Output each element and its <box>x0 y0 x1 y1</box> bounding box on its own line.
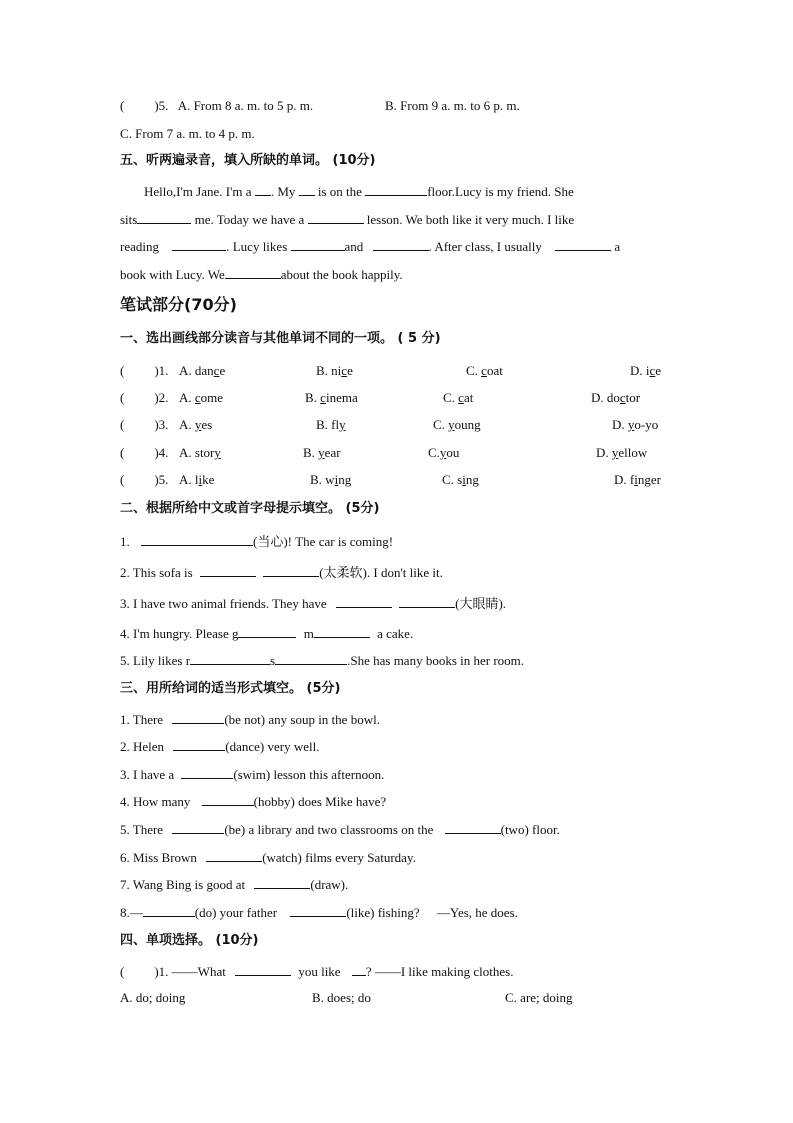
blank[interactable] <box>255 182 271 196</box>
part-1-question-number: ( )4. <box>120 445 169 460</box>
blank[interactable] <box>399 594 455 608</box>
blank[interactable] <box>445 820 501 834</box>
part-2-question-3: 3. I have two animal friends. They have (大眼睛). <box>120 596 507 611</box>
part-1-option-d: D. ice <box>630 363 662 378</box>
part-1-option-c: C. sing <box>442 472 479 487</box>
underlined-letter: c <box>458 390 464 405</box>
part-3-question-2: 2. Helen (dance) very well. <box>120 739 320 754</box>
blank[interactable] <box>172 710 224 724</box>
underlined-letter: c <box>341 363 348 378</box>
part-2-title: 二、根据所给中文或首字母提示填空。 (5分) <box>120 501 380 516</box>
blank[interactable] <box>352 962 366 976</box>
underlined-letter: i <box>334 472 339 487</box>
underlined-letter: y <box>611 445 619 460</box>
part-4-option-b: B. does; do <box>312 990 371 1005</box>
part-1-option-a: A. story <box>179 445 221 460</box>
part-1-option-b: B. nice <box>316 363 353 378</box>
part-3-question-1: 1. There (be not) any soup in the bowl. <box>120 712 380 727</box>
underlined-letter: c <box>213 363 220 378</box>
blank[interactable] <box>291 237 345 251</box>
part-1-option-a: A. yes <box>179 417 213 432</box>
blank[interactable] <box>254 875 310 889</box>
part-1-option-a: A. dance <box>179 363 226 378</box>
option-c: C. From 7 a. m. to 4 p. m. <box>120 126 255 141</box>
answer-paren[interactable]: ( <box>120 472 125 487</box>
part-4-title: 四、单项选择。 (10分) <box>120 933 259 948</box>
underlined-letter: y <box>439 445 447 460</box>
blank[interactable] <box>206 848 262 862</box>
blank[interactable] <box>225 265 281 279</box>
part-1-question-number: ( )2. <box>120 390 169 405</box>
part-1-option-d: D. doctor <box>591 390 641 405</box>
part-3-question-3: 3. I have a (swim) lesson this afternoon. <box>120 767 385 782</box>
part-3-title: 三、用所给词的适当形式填空。 (5分) <box>120 681 341 696</box>
blank[interactable] <box>299 182 315 196</box>
underlined-letter: y <box>448 417 455 432</box>
part-1-option-b: B. cinema <box>305 390 358 405</box>
answer-paren[interactable]: ( <box>120 98 125 113</box>
underlined-letter: y <box>627 417 635 432</box>
underlined-letter: i <box>462 472 466 487</box>
part-1-option-b: B. fly <box>316 417 346 432</box>
blank[interactable] <box>238 624 296 638</box>
part-3-question-4: 4. How many (hobby) does Mike have? <box>120 794 387 809</box>
part-2-question-4: 4. I'm hungry. Please g m a cake. <box>120 626 414 641</box>
part-4-option-a: A. do; doing <box>120 990 186 1005</box>
part-1-question-number: ( )3. <box>120 417 169 432</box>
blank[interactable] <box>365 182 427 196</box>
blank[interactable] <box>314 624 370 638</box>
listening-question-5: ( )5. A. From 8 a. m. to 5 p. m. <box>120 98 314 113</box>
part-1-option-c: C. young <box>433 417 481 432</box>
part-4-option-c: C. are; doing <box>505 990 573 1005</box>
answer-paren[interactable]: ( <box>120 363 125 378</box>
part-3-question-5: 5. There (be) a library and two classrooms on the (two) floor. <box>120 822 560 837</box>
part-1-question-number: ( )1. <box>120 363 169 378</box>
part-1-title: 一、选出画线部分读音与其他单词不同的一项。 ( 5 分) <box>120 331 441 346</box>
part-1-option-d: D. yo-yo <box>612 417 659 432</box>
blank[interactable] <box>143 903 195 917</box>
blank[interactable] <box>190 651 270 665</box>
answer-paren[interactable]: ( <box>120 445 125 460</box>
answer-paren[interactable]: ( <box>120 964 125 979</box>
underlined-letter: i <box>198 472 203 487</box>
answer-paren[interactable]: ( <box>120 417 125 432</box>
blank[interactable] <box>173 737 225 751</box>
part-1-option-a: A. like <box>179 472 215 487</box>
part-4-question-1: ( )1. ——What you like ? ——I like making clothes. <box>120 964 514 979</box>
part-1-option-d: D. finger <box>614 472 661 487</box>
part-1-option-c: C.you <box>428 445 460 460</box>
blank[interactable] <box>263 563 319 577</box>
blank[interactable] <box>202 792 254 806</box>
part-1-question-number: ( )5. <box>120 472 169 487</box>
blank[interactable] <box>290 903 346 917</box>
written-part-title: 笔试部分(70分) <box>120 295 237 314</box>
underlined-letter: y <box>214 445 221 460</box>
blank[interactable] <box>141 532 253 546</box>
underlined-letter: y <box>194 417 202 432</box>
underlined-letter: c <box>481 363 487 378</box>
blank[interactable] <box>275 651 347 665</box>
part-2-question-2: 2. This sofa is (太柔软). I don't like it. <box>120 565 443 580</box>
answer-paren[interactable]: ( <box>120 390 125 405</box>
part-1-option-b: B. year <box>303 445 341 460</box>
part-1-option-b: B. wing <box>310 472 352 487</box>
underlined-letter: c <box>194 390 201 405</box>
blank[interactable] <box>200 563 256 577</box>
blank[interactable] <box>172 237 226 251</box>
part-2-question-5: 5. Lily likes r s .She has many books in her room. <box>120 653 525 668</box>
blank[interactable] <box>137 210 191 224</box>
blank[interactable] <box>308 210 364 224</box>
section-5-passage: Hello,I'm Jane. I'm a . My is on the floor.Lucy is my friend. She sits me. Today we have a lesson. We both like it very much. I like reading . Lucy likes and . After class, I usually a book with Lucy. We about the book happily. <box>120 184 621 282</box>
blank[interactable] <box>373 237 429 251</box>
blank[interactable] <box>555 237 611 251</box>
section-5-title: 五、听两遍录音，填入所缺的单词。 (10分) <box>120 153 376 168</box>
option-b: B. From 9 a. m. to 6 p. m. <box>385 98 520 113</box>
blank[interactable] <box>336 594 392 608</box>
part-3-question-6: 6. Miss Brown (watch) films every Saturday. <box>120 850 416 865</box>
underlined-letter: c <box>320 390 326 405</box>
part-1-option-a: A. come <box>179 390 224 405</box>
underlined-letter: y <box>318 445 325 460</box>
underlined-letter: y <box>339 417 346 432</box>
part-3-question-7: 7. Wang Bing is good at (draw). <box>120 877 349 892</box>
option-a: A. From 8 a. m. to 5 p. m. <box>177 98 314 113</box>
blank[interactable] <box>235 962 291 976</box>
underlined-letter: c <box>619 390 626 405</box>
part-3-question-8: 8.— (do) your father (like) fishing? —Yes, he does. <box>120 905 518 920</box>
underlined-letter: i <box>634 472 638 487</box>
part-1-option-d: D. yellow <box>596 445 648 460</box>
underlined-letter: c <box>649 363 656 378</box>
blank[interactable] <box>181 765 233 779</box>
part-2-question-1: 1. (当心)! The car is coming! <box>120 534 394 549</box>
part-1-option-c: C. cat <box>443 390 474 405</box>
blank[interactable] <box>172 820 224 834</box>
part-1-option-c: C. coat <box>466 363 503 378</box>
